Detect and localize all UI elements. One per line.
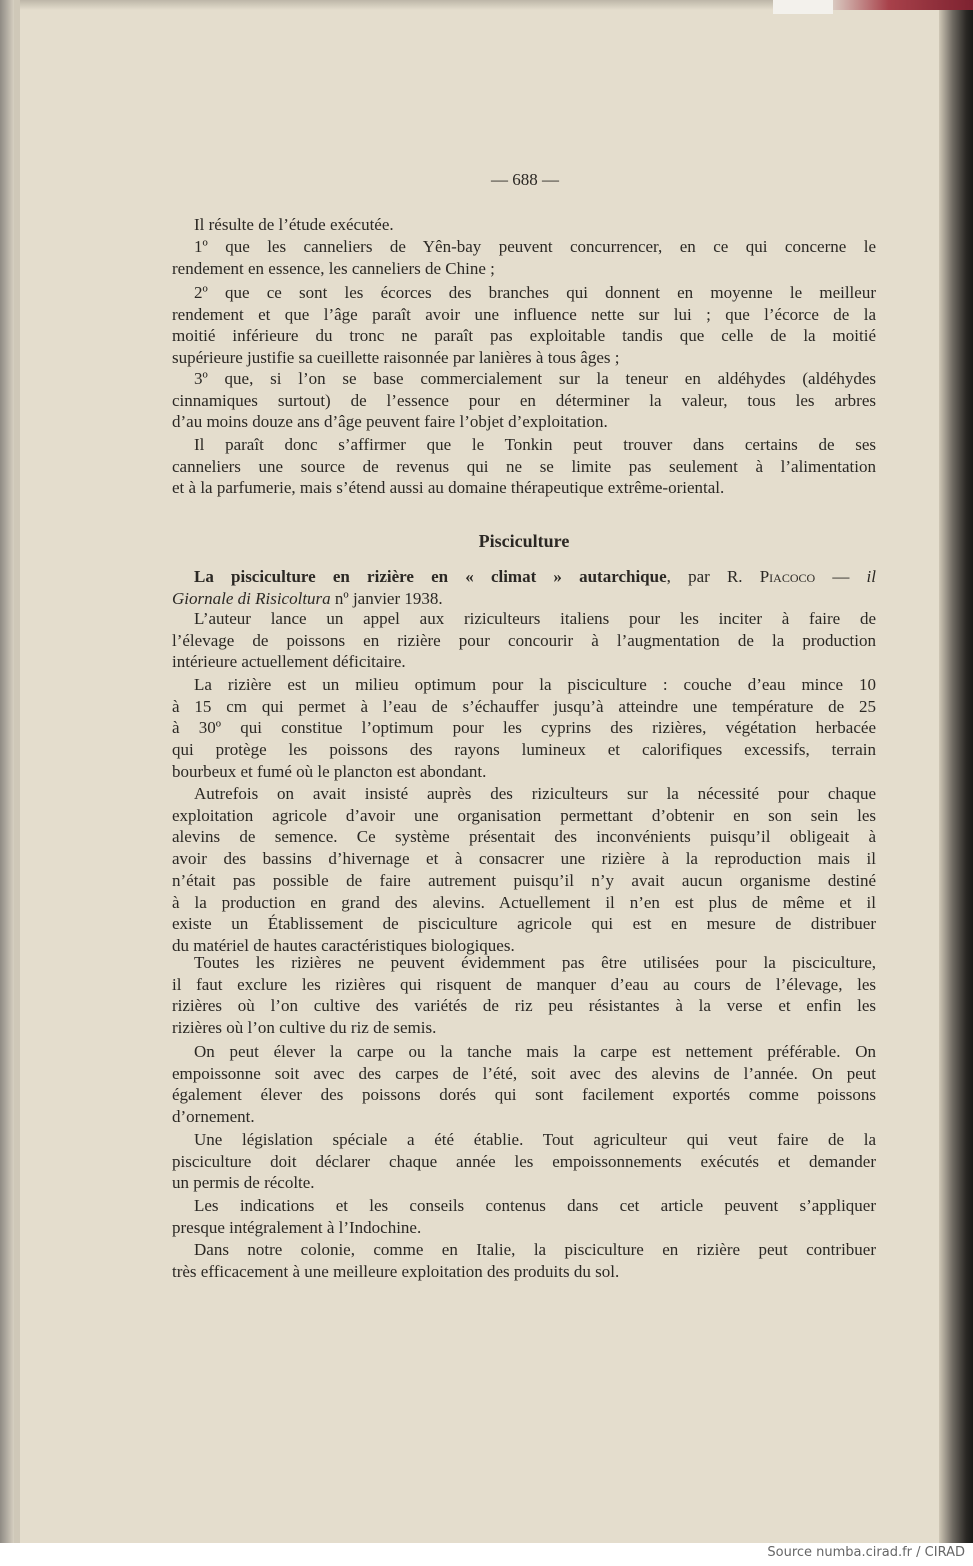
text-line: cinnamiques surtout) de l’essence pour en déterminer la valeur, tous les arbres — [172, 390, 876, 410]
text-line: bourbeux et fumé où le plancton est abondant. — [172, 761, 487, 781]
article-author: Piacoco — [759, 567, 816, 586]
page-edge-left — [14, 0, 20, 1543]
text-line: Autrefois on avait insisté auprès des riziculteurs sur la nécessité pour chaque — [194, 784, 876, 803]
text-line: Une législation spéciale a été établie. Tout agriculteur qui veut faire de la — [194, 1130, 876, 1149]
article-dash: — — [815, 567, 867, 586]
text-line: alevins de semence. Ce système présentait des inconvénients puisqu’il obligeait à — [172, 827, 876, 847]
text-line: n’était pas possible de faire autrement puisqu’il n’y avait aucun organisme destiné — [172, 870, 876, 890]
text-line: du matériel de hautes caractéristiques biologiques. — [172, 935, 515, 955]
text-line: pisciculture doit déclarer chaque année les empoissonnements exécutés et demander — [172, 1151, 876, 1171]
paragraph — [172, 1239, 876, 1282]
paragraph — [172, 282, 876, 369]
paragraph — [172, 236, 876, 279]
text-line: rizières où l’on cultive du riz de semis. — [172, 1018, 437, 1038]
article-title: La pisciculture en rizière en « climat » autarchique — [194, 567, 667, 586]
text-line: avoir des bassins d’hivernage et à consacrer une rizière à la reproduction mais il — [172, 849, 876, 869]
text-line: très efficacement à une meilleure exploitation des produits du sol. — [172, 1261, 620, 1281]
journal-issue: nº janvier 1938. — [330, 588, 443, 608]
paragraph — [172, 1129, 876, 1194]
paragraph — [172, 214, 876, 236]
text-line: qui protège les poissons des rayons lumineux et calorifiques excessifs, terrain — [172, 740, 876, 760]
text-line: 1º que les canneliers de Yên-bay peuvent concurrencer, en ce qui concerne le — [194, 237, 876, 256]
book-binding-edge — [0, 0, 14, 1543]
text-line: à la production en grand des alevins. Actuellement il n’en est plus de même et il — [172, 892, 876, 912]
text-line: Dans notre colonie, comme en Italie, la pisciculture en rizière peut contribuer — [194, 1240, 876, 1259]
paragraph — [172, 674, 876, 783]
book-page-stack-edge — [939, 0, 973, 1543]
text-line: rendement et que l’âge paraît avoir une influence nette sur lui ; que l’écorce de la — [172, 304, 876, 324]
text-line: Toutes les rizières ne peuvent évidemment pas être utilisées pour la pisciculture, — [194, 953, 876, 972]
source-credit: Source numba.cirad.fr / CIRAD — [767, 1545, 965, 1560]
journal-name-part2: Giornale di Risicoltura — [172, 588, 331, 608]
text-line: d’au moins douze ans d’âge peuvent faire l’objet d’exploitation. — [172, 412, 608, 432]
text-line: il faut exclure les rizières qui risquent de manquer d’eau au cours de l’élevage, les — [172, 974, 876, 994]
article-citation — [172, 566, 876, 609]
text-line: également élever des poissons dorés qui sont facilement exportés comme poissons — [172, 1085, 876, 1105]
text-line: Il paraît donc s’affirmer que le Tonkin peut trouver dans certains de ses — [194, 435, 876, 454]
paragraph — [172, 434, 876, 499]
journal-name-part1: il — [866, 567, 876, 586]
red-bookmark — [833, 0, 973, 10]
page-number: — 688 — — [491, 170, 559, 189]
text-line: supérieure justifie sa cueillette raisonnée par lanières à tous âges ; — [172, 348, 620, 368]
text-line: empoissonne soit avec des carpes de l’été, soit avec des alevins de l’année. On peut — [172, 1063, 876, 1083]
text-line: rendement en essence, les canneliers de Chine ; — [172, 258, 495, 278]
section-heading: Pisciculture — [478, 531, 570, 551]
text-line: On peut élever la carpe ou la tanche mais la carpe est nettement préférable. On — [194, 1042, 876, 1061]
text-line: La rizière est un milieu optimum pour la pisciculture : couche d’eau mince 10 — [194, 675, 876, 694]
text-line: existe un Établissement de pisciculture agricole qui est en mesure de distribuer — [172, 914, 876, 934]
text-line: 3º que, si l’on se base commercialement sur la teneur en aldéhydes (aldéhydes — [194, 369, 876, 388]
text-line: exploitation agricole d’avoir une organisation permettant d’obtenir en son sein les — [172, 805, 876, 825]
paper-slip — [773, 0, 833, 14]
text-line: à 30º qui constitue l’optimum pour les cyprins des rizières, végétation herbacée — [172, 718, 876, 738]
paragraph — [172, 608, 876, 673]
paragraph — [172, 952, 876, 1039]
text-line: 2º que ce sont les écorces des branches qui donnent en moyenne le meilleur — [194, 283, 876, 302]
text-line: à 15 cm qui permet à l’eau de s’échauffer jusqu’à atteindre une température de 25 — [172, 696, 876, 716]
text-line: intérieure actuellement déficitaire. — [172, 652, 406, 672]
text-line: canneliers une source de revenus qui ne se limite pas seulement à l’alimentation — [172, 456, 876, 476]
text-line: rizières où l’on cultive des variétés de riz peu résistantes à la verse et enfin les — [172, 996, 876, 1016]
text-line: l’élevage de poissons en rizière pour concourir à l’augmentation de la production — [172, 630, 876, 650]
paragraph — [172, 1195, 876, 1238]
text-line: Il résulte de l’étude exécutée. — [194, 215, 394, 234]
text-line: d’ornement. — [172, 1107, 255, 1127]
text-line: moitié inférieure du tronc ne paraît pas exploitable tandis que celle de la moitié — [172, 326, 876, 346]
article-by: , par R. — [666, 567, 760, 586]
text-line: L’auteur lance un appel aux riziculteurs italiens pour les inciter à faire de — [194, 609, 876, 628]
text-line: et à la parfumerie, mais s’étend aussi au domaine thérapeutique extrême-oriental. — [172, 478, 725, 498]
text-line: un permis de récolte. — [172, 1173, 315, 1193]
paragraph — [172, 368, 876, 433]
text-line: Les indications et les conseils contenus dans cet article peuvent s’appliquer — [194, 1196, 876, 1215]
paragraph — [172, 783, 876, 957]
paragraph — [172, 1041, 876, 1128]
text-line: presque intégralement à l’Indochine. — [172, 1217, 422, 1237]
